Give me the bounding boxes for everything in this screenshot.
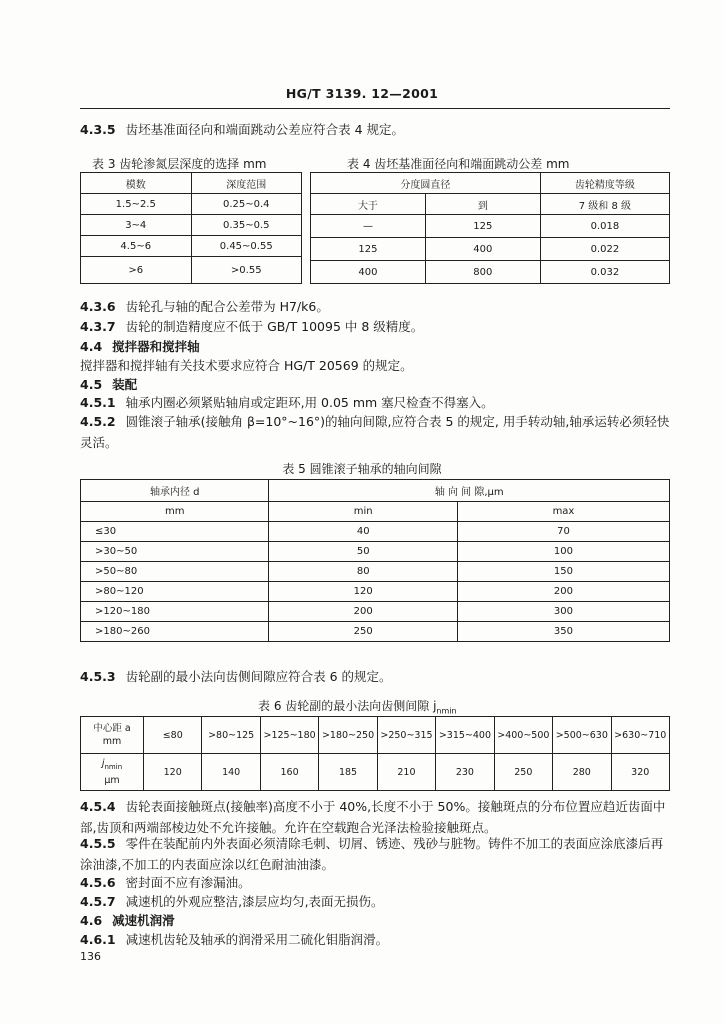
section-4-4 bbox=[80, 338, 670, 356]
clause-number: 4.3.7 bbox=[80, 319, 116, 334]
section-number: 4.6 bbox=[80, 913, 103, 928]
clause-4-5-7 bbox=[80, 893, 670, 911]
section-4-5 bbox=[80, 376, 670, 394]
clause-number: 4.6.1 bbox=[80, 932, 116, 947]
table-row bbox=[81, 522, 670, 542]
table5-caption: 表 5 圆锥滚子轴承的轴向间隙 bbox=[282, 462, 442, 476]
section-number: 4.5 bbox=[80, 377, 103, 392]
section-title: 减速机润滑 bbox=[112, 913, 175, 928]
table-cell: 125 bbox=[425, 215, 540, 238]
table-cell: 160 bbox=[260, 754, 318, 791]
table-cell: 400 bbox=[425, 238, 540, 261]
table-header-cell: 分度圆直径 bbox=[311, 173, 541, 194]
document-header: HG/T 3139. 12—2001 bbox=[285, 86, 439, 101]
clause-number: 4.5.7 bbox=[80, 894, 116, 909]
table-row bbox=[81, 562, 670, 582]
page-number: 136 bbox=[80, 950, 101, 963]
table-header-cell: max bbox=[457, 502, 669, 522]
clause-4-6-1 bbox=[80, 931, 670, 949]
table-cell: 200 bbox=[457, 582, 669, 602]
clause-number: 4.5.5 bbox=[80, 836, 116, 851]
clause-number: 4.3.5 bbox=[80, 122, 116, 137]
table-cell: 125 bbox=[311, 238, 426, 261]
table4 bbox=[310, 172, 670, 284]
clause-text: 圆锥滚子轴承(接触角 β=10°~16°)的轴向间隙,应符合表 5 的规定, 用手转动轴,轴承运转必须轻快灵活。 bbox=[80, 414, 670, 450]
table-cell: >630~710 bbox=[611, 717, 670, 754]
table-cell: >180~250 bbox=[319, 717, 377, 754]
table-cell: 210 bbox=[377, 754, 435, 791]
table-cell: ≤30 bbox=[81, 522, 269, 542]
clause-number: 4.5.3 bbox=[80, 669, 116, 684]
clause-number: 4.5.4 bbox=[80, 799, 116, 814]
table-cell: 140 bbox=[202, 754, 260, 791]
header-rule bbox=[80, 108, 670, 109]
table-cell: 250 bbox=[494, 754, 552, 791]
table-row bbox=[81, 622, 670, 642]
table-cell: 0.25~0.4 bbox=[191, 194, 302, 215]
clause-number: 4.3.6 bbox=[80, 299, 116, 314]
table6 bbox=[80, 716, 670, 791]
table-header-cell: mm bbox=[81, 502, 269, 522]
table-row bbox=[81, 717, 670, 754]
clause-text: 齿轮副的最小法向齿侧间隙应符合表 6 的规定。 bbox=[125, 669, 392, 684]
table-cell: >0.55 bbox=[191, 257, 302, 284]
table-header-cell: min bbox=[269, 502, 457, 522]
clause-4-3-5 bbox=[80, 121, 670, 139]
table-cell: >120~180 bbox=[81, 602, 269, 622]
section-title: 装配 bbox=[112, 377, 138, 392]
table-header-cell: 轴承内径 d bbox=[81, 480, 269, 502]
table6-row1-label: 中心距 a bbox=[93, 723, 131, 734]
table-cell: >250~315 bbox=[377, 717, 435, 754]
table-cell: 400 bbox=[311, 261, 426, 284]
clause-number: 4.5.6 bbox=[80, 875, 116, 890]
clause-4-3-7 bbox=[80, 318, 670, 336]
clause-4-5-6 bbox=[80, 874, 670, 892]
table-header-cell: 深度范围 bbox=[191, 173, 302, 194]
table-cell: 1.5~2.5 bbox=[81, 194, 192, 215]
table3 bbox=[80, 172, 302, 284]
table-cell: >400~500 bbox=[494, 717, 552, 754]
paragraph-4-4: 搅拌器和搅拌轴有关技术要求应符合 HG/T 20569 的规定。 bbox=[80, 358, 413, 373]
section-title: 搅拌器和搅拌轴 bbox=[112, 339, 200, 354]
table6-row1-unit: mm bbox=[102, 736, 122, 747]
table-cell: 200 bbox=[269, 602, 457, 622]
clause-4-3-6 bbox=[80, 298, 670, 316]
clause-text: 齿轮表面接触斑点(接触率)高度不小于 40%,长度不小于 50%。接触斑点的分布位置应趋近齿面中部,齿顶和两端部棱边处不允许接触。允许在空载跑合光泽法检验接触斑点。 bbox=[80, 799, 666, 835]
clause-number: 4.5.2 bbox=[80, 414, 116, 429]
table-cell: 3~4 bbox=[81, 215, 192, 236]
table-header-cell: 齿轮精度等级 bbox=[540, 173, 669, 194]
table-header-row bbox=[311, 194, 670, 215]
table-cell: 350 bbox=[457, 622, 669, 642]
table-cell: 0.45~0.55 bbox=[191, 236, 302, 257]
table-cell: >50~80 bbox=[81, 562, 269, 582]
table-row bbox=[311, 238, 670, 261]
table6-caption-subscript: nmin bbox=[436, 706, 457, 716]
table4-caption: 表 4 齿坯基准面径向和端面跳动公差 mm bbox=[347, 157, 570, 171]
table-cell: >6 bbox=[81, 257, 192, 284]
clause-4-5-1 bbox=[80, 394, 670, 412]
clause-text: 齿轮孔与轴的配合公差带为 H7/k6。 bbox=[125, 299, 329, 314]
table-cell: 40 bbox=[269, 522, 457, 542]
table-row-label bbox=[81, 754, 144, 791]
clause-text: 齿轮的制造精度应不低于 GB/T 10095 中 8 级精度。 bbox=[125, 319, 424, 334]
table-cell: 185 bbox=[319, 754, 377, 791]
table-row bbox=[81, 257, 302, 284]
clause-number: 4.5.1 bbox=[80, 395, 116, 410]
table-header-row bbox=[81, 502, 670, 522]
table6-caption-text: 表 6 齿轮副的最小法向齿侧间隙 j bbox=[258, 699, 437, 713]
table-row bbox=[81, 236, 302, 257]
table6-row2-subscript: nmin bbox=[104, 762, 123, 771]
table-cell: >125~180 bbox=[260, 717, 318, 754]
table-cell: 230 bbox=[436, 754, 494, 791]
table-cell: 0.032 bbox=[540, 261, 669, 284]
table-header-row bbox=[311, 173, 670, 194]
table-header-cell: 到 bbox=[425, 194, 540, 215]
table-header-cell: 7 级和 8 级 bbox=[540, 194, 669, 215]
section-number: 4.4 bbox=[80, 339, 103, 354]
table-cell: 120 bbox=[144, 754, 202, 791]
table-row-label bbox=[81, 717, 144, 754]
clause-text: 轴承内圈必须紧贴轴肩或定距环,用 0.05 mm 塞尺检查不得塞入。 bbox=[125, 395, 494, 410]
table5 bbox=[80, 479, 670, 642]
clause-4-5-3 bbox=[80, 668, 670, 686]
table-cell: >80~120 bbox=[81, 582, 269, 602]
clause-text: 减速机齿轮及轴承的润滑采用二硫化钼脂润滑。 bbox=[125, 932, 389, 947]
table-cell: 50 bbox=[269, 542, 457, 562]
clause-4-5-4 bbox=[80, 796, 670, 838]
table-header-row bbox=[81, 480, 670, 502]
table-cell: 800 bbox=[425, 261, 540, 284]
section-4-6 bbox=[80, 912, 670, 930]
table-cell: 120 bbox=[269, 582, 457, 602]
table-cell: 0.35~0.5 bbox=[191, 215, 302, 236]
table-cell: 280 bbox=[553, 754, 611, 791]
clause-text: 减速机的外观应整洁,漆层应均匀,表面无损伤。 bbox=[125, 894, 384, 909]
table-row bbox=[81, 542, 670, 562]
table-cell: 0.018 bbox=[540, 215, 669, 238]
table-cell: >180~260 bbox=[81, 622, 269, 642]
table-cell: 320 bbox=[611, 754, 670, 791]
table-cell: 300 bbox=[457, 602, 669, 622]
table-row bbox=[81, 215, 302, 236]
table-row bbox=[81, 582, 670, 602]
table-header-row bbox=[81, 173, 302, 194]
table-header-cell: 轴 向 间 隙,μm bbox=[269, 480, 670, 502]
table-cell: 0.022 bbox=[540, 238, 669, 261]
table-row bbox=[81, 194, 302, 215]
table-cell: 150 bbox=[457, 562, 669, 582]
table-cell: >80~125 bbox=[202, 717, 260, 754]
table6-caption bbox=[258, 697, 457, 715]
table-header-cell: 模数 bbox=[81, 173, 192, 194]
table3-caption: 表 3 齿轮渗氮层深度的选择 mm bbox=[92, 157, 267, 171]
table-row bbox=[81, 754, 670, 791]
table-cell: ≤80 bbox=[144, 717, 202, 754]
table-cell: 100 bbox=[457, 542, 669, 562]
table-cell: >315~400 bbox=[436, 717, 494, 754]
clause-4-5-2 bbox=[80, 411, 670, 453]
table-row bbox=[311, 261, 670, 284]
table-row bbox=[81, 602, 670, 622]
table6-row2-unit: μm bbox=[104, 774, 120, 786]
table-cell: — bbox=[311, 215, 426, 238]
clause-text: 零件在装配前内外表面必须清除毛刺、切屑、锈迹、残砂与脏物。铸件不加工的表面应涂底漆后再涂油漆,不加工的内表面应涂以红色耐油油漆。 bbox=[80, 836, 664, 872]
table-cell: 250 bbox=[269, 622, 457, 642]
table6-row2-label: j bbox=[101, 758, 105, 770]
table-cell: 80 bbox=[269, 562, 457, 582]
table-cell: >30~50 bbox=[81, 542, 269, 562]
table-cell: 4.5~6 bbox=[81, 236, 192, 257]
clause-4-5-5 bbox=[80, 833, 670, 875]
clause-text: 齿坯基准面径向和端面跳动公差应符合表 4 规定。 bbox=[125, 122, 404, 137]
table-cell: 70 bbox=[457, 522, 669, 542]
table-row bbox=[311, 215, 670, 238]
table-cell: >500~630 bbox=[553, 717, 611, 754]
clause-text: 密封面不应有渗漏油。 bbox=[125, 875, 251, 890]
table-header-cell: 大于 bbox=[311, 194, 426, 215]
